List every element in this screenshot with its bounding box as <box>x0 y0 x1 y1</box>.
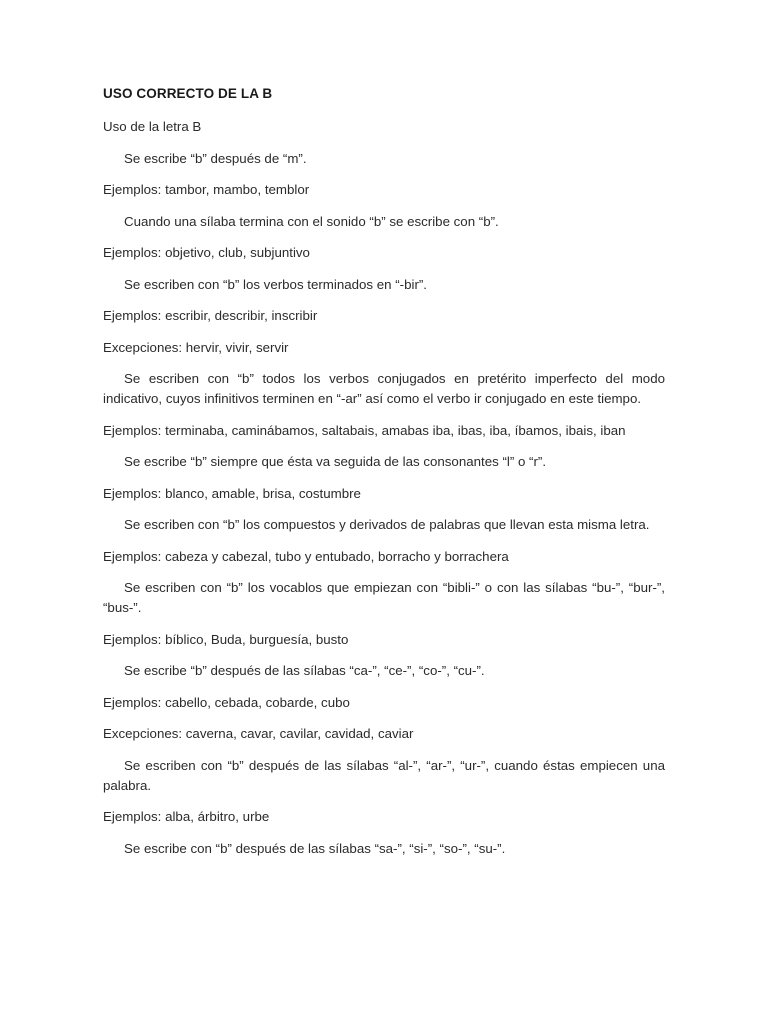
rule-before-l-r: Se escribe “b” siempre que ésta va seguida de las consonantes “l” o “r”. <box>124 454 547 469</box>
examples-verbs-bir: Ejemplos: escribir, describir, inscribir <box>103 308 318 323</box>
rule-verbs-bir: Se escriben con “b” los verbos terminados en “-bir”. <box>124 276 427 292</box>
examples-bibli-bu-bur-bus: Ejemplos: bíblico, Buda, burguesía, busto <box>103 631 349 647</box>
document-body <box>103 86 665 859</box>
examples-preterito-imperfecto: Ejemplos: terminaba, caminábamos, saltabais, amabas iba, ibas, iba, íbamos, ibais, iban <box>103 422 626 438</box>
examples-before-l-r: Ejemplos: blanco, amable, brisa, costumbre <box>103 485 361 501</box>
page-title: USO CORRECTO DE LA B <box>103 86 273 101</box>
rule-after-m: Se escribe “b” después de “m”. <box>124 150 307 166</box>
rule-compuestos-derivados: Se escriben con “b” los compuestos y derivados de palabras que llevan esta misma letra. <box>124 517 650 532</box>
intro-line: Uso de la letra B <box>103 119 202 134</box>
paragraph-list <box>103 117 665 859</box>
rule-syllable-ends-b: Cuando una sílaba termina con el sonido “b” se escribe con “b”. <box>124 213 499 229</box>
examples-after-m: Ejemplos: tambor, mambo, temblor <box>103 182 310 197</box>
rule-preterito-imperfecto: Se escriben con “b” todos los verbos conjugados en pretérito imperfecto del modo indicativo, cuyos infinitivos terminen en “-ar” así como el verbo ir conjugado en este tiempo. <box>103 371 665 406</box>
rule-after-ca-ce-co-cu: Se escribe “b” después de las sílabas “ca-”, “ce-”, “co-”, “cu-”. <box>124 663 485 678</box>
examples-compuestos-derivados: Ejemplos: cabeza y cabezal, tubo y entubado, borracho y borrachera <box>103 548 509 564</box>
exceptions-verbs-bir: Excepciones: hervir, vivir, servir <box>103 339 289 355</box>
rule-after-al-ar-ur: Se escriben con “b” después de las sílabas “al-”, “ar-”, “ur-”, cuando éstas empiecen una palabra. <box>103 757 665 793</box>
examples-syllable-ends-b: Ejemplos: objetivo, club, subjuntivo <box>103 245 310 260</box>
examples-after-ca-ce-co-cu: Ejemplos: cabello, cebada, cobarde, cubo <box>103 694 350 710</box>
exceptions-after-ca-ce-co-cu: Excepciones: caverna, cavar, cavilar, cavidad, caviar <box>103 726 414 741</box>
rule-after-sa-si-so-su: Se escribe con “b” después de las sílabas “sa-”, “si-”, “so-”, “su-”. <box>124 840 506 856</box>
rule-bibli-bu-bur-bus: Se escriben con “b” los vocablos que empiezan con “bibli-” o con las sílabas “bu-”, “bur-”, “bus-”. <box>103 580 665 615</box>
examples-after-al-ar-ur: Ejemplos: alba, árbitro, urbe <box>103 809 270 824</box>
